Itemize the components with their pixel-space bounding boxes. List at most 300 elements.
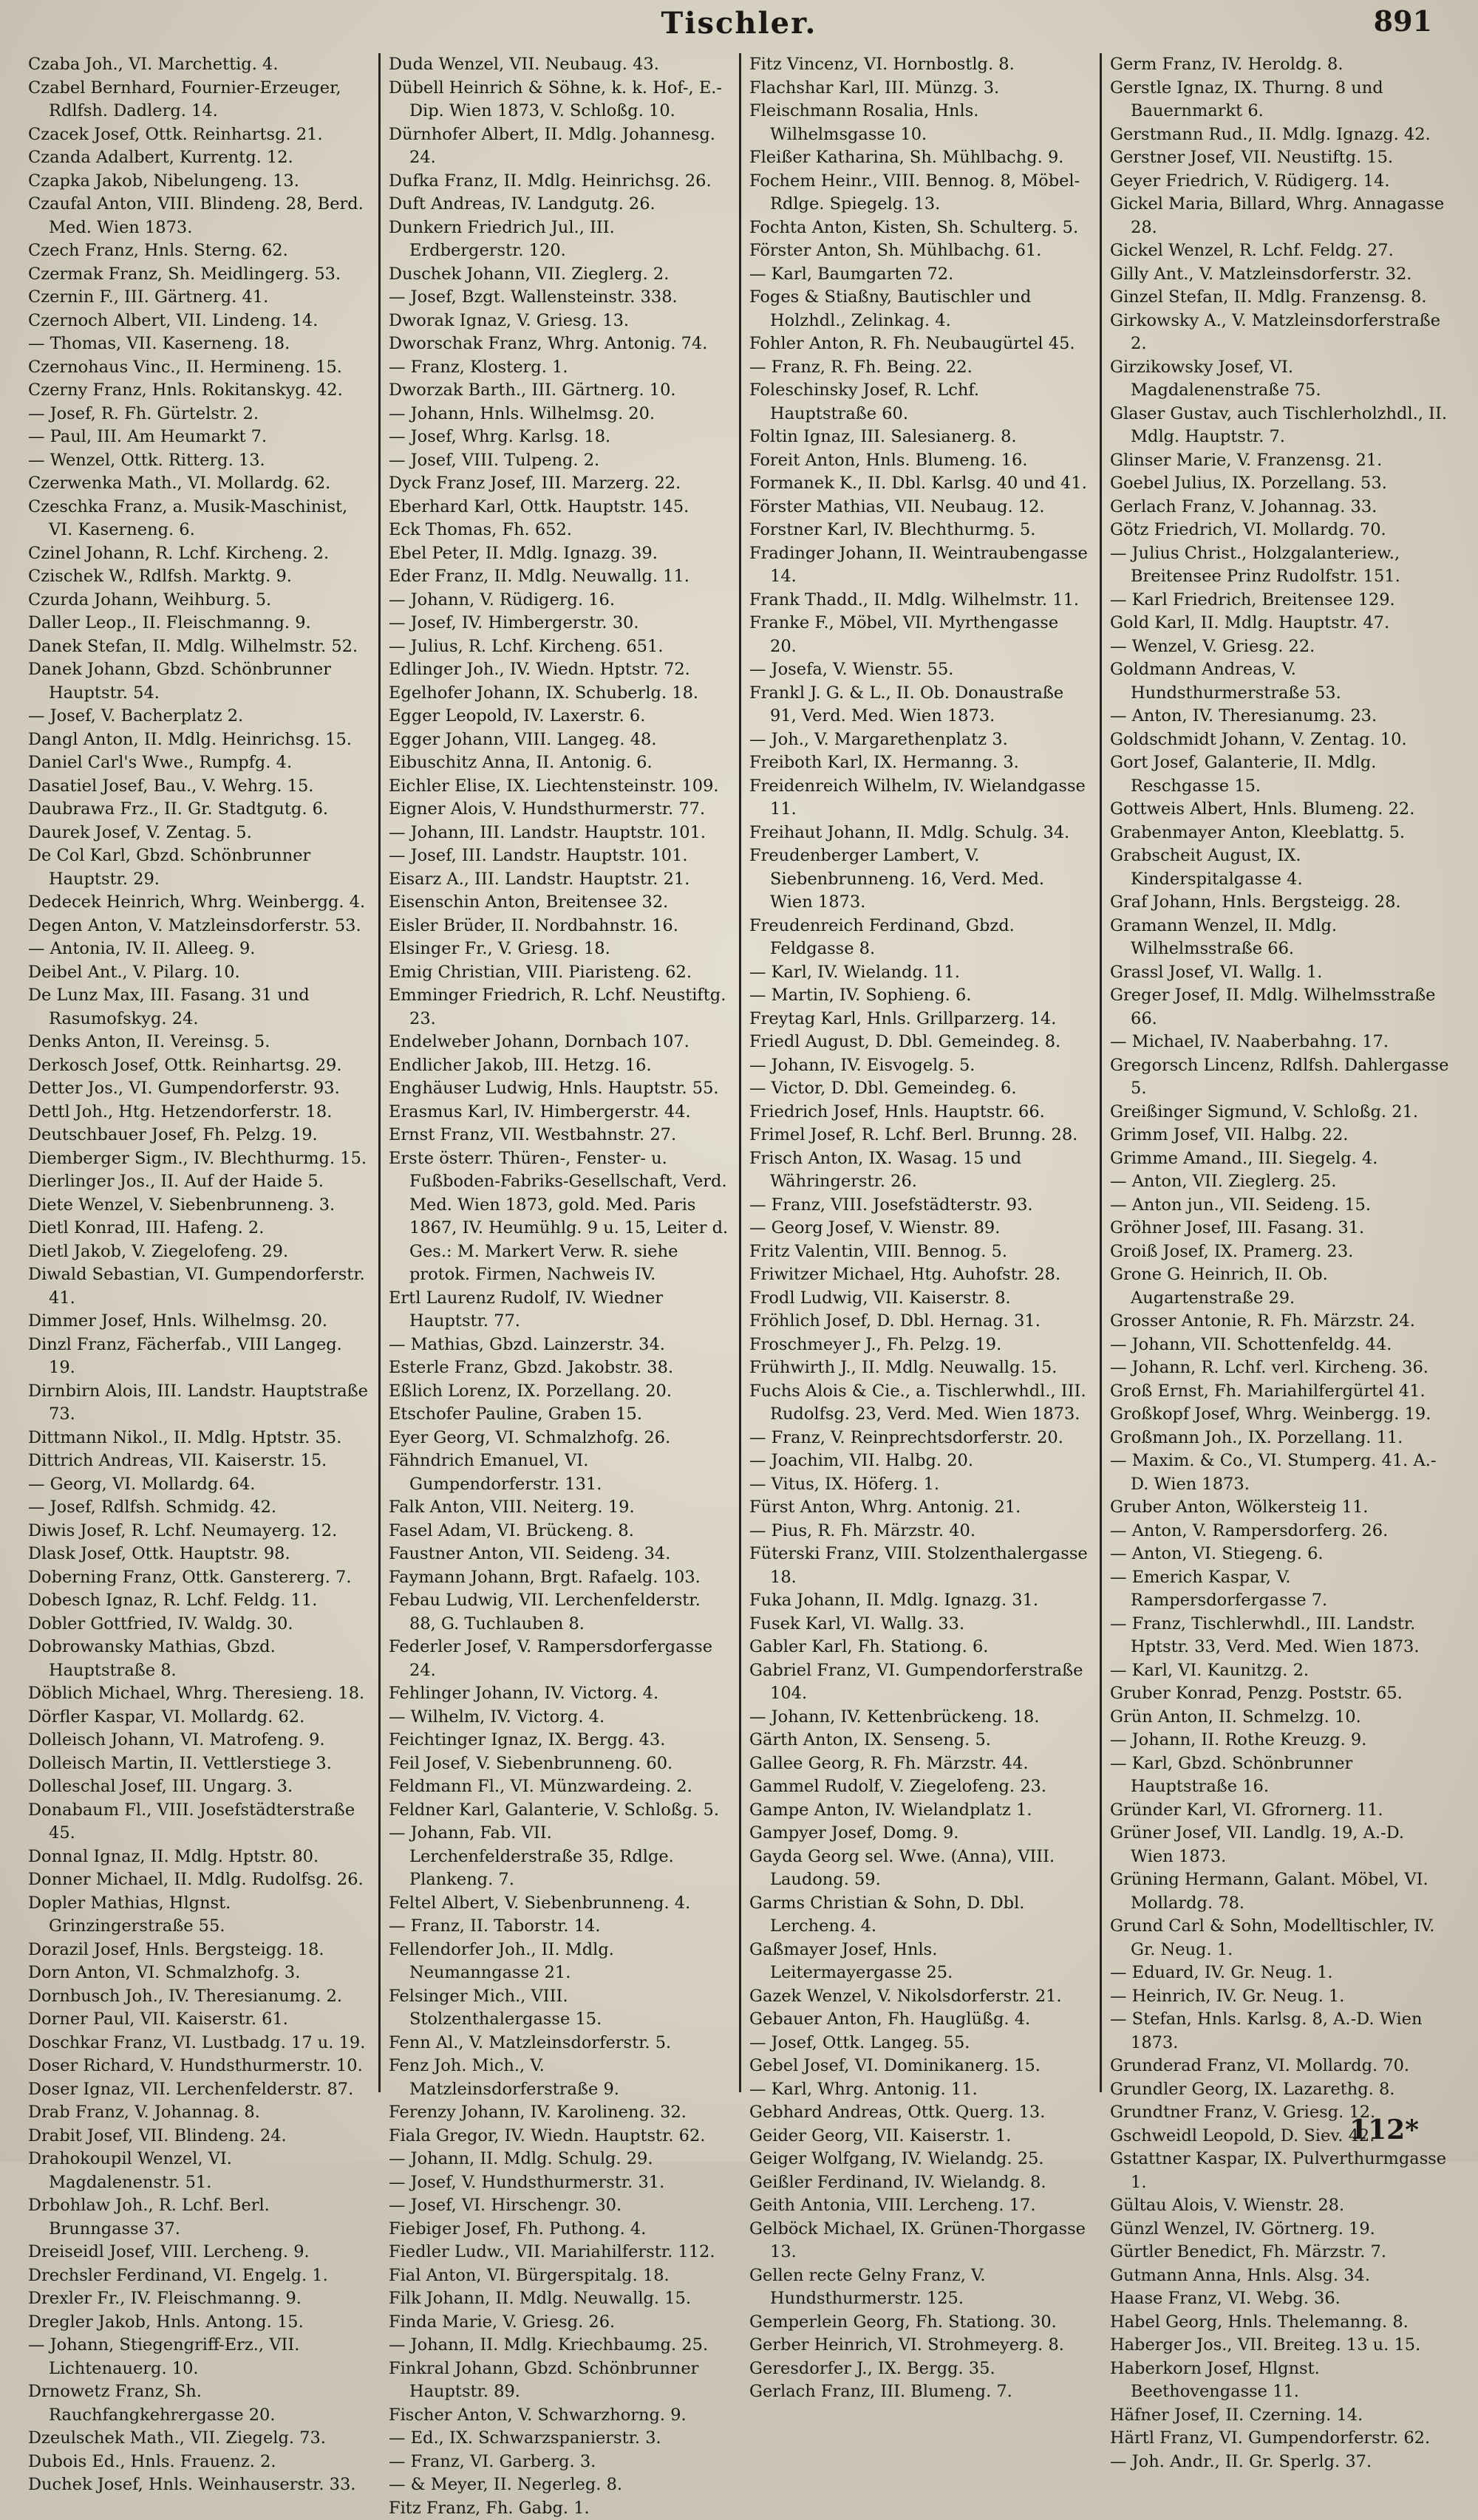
directory-entry: Grunderad Franz, VI. Mollardg. 70.: [1110, 2055, 1450, 2078]
directory-entry: — Franz, II. Taborstr. 14.: [389, 1915, 729, 1939]
directory-entry: Gruber Anton, Wölkersteig 11.: [1110, 1496, 1450, 1520]
directory-entry: Faustner Anton, VII. Seideng. 34.: [389, 1543, 729, 1566]
directory-entry: Fradinger Johann, II. Weintraubengasse 14.: [749, 542, 1089, 589]
directory-entry: Donabaum Fl., VIII. Josefstädterstraße 45.: [28, 1799, 368, 1845]
directory-entry: Gickel Wenzel, R. Lchf. Feldg. 27.: [1110, 239, 1450, 263]
directory-entry: — Julius Christ., Holzgalanteriew., Breitensee Prinz Rudolfstr. 151.: [1110, 542, 1450, 589]
directory-entry: Förster Anton, Sh. Mühlbachg. 61.: [749, 239, 1089, 263]
page-title: Tischler.: [0, 6, 1478, 41]
entry-list: [28, 53, 368, 2497]
directory-entry: Geißler Ferdinand, IV. Wielandg. 8.: [749, 2171, 1089, 2195]
directory-entry: Doser Ignaz, VII. Lerchenfelderstr. 87.: [28, 2078, 368, 2102]
directory-entry: Gürtler Benedict, Fh. Märzstr. 7.: [1110, 2241, 1450, 2264]
directory-entry: Grundtner Franz, V. Griesg. 12.: [1110, 2101, 1450, 2125]
directory-entry: Häfner Josef, II. Czerning. 14.: [1110, 2404, 1450, 2428]
directory-entry: Gramann Wenzel, II. Mdlg. Wilhelmsstraße 66.: [1110, 915, 1450, 961]
directory-entry: Daniel Carl's Wwe., Rumpfg. 4.: [28, 751, 368, 775]
directory-entry: — Georg, VI. Mollardg. 64.: [28, 1473, 368, 1497]
directory-entry: Gebel Josef, VI. Dominikanerg. 15.: [749, 2055, 1089, 2078]
directory-entry: Döblich Michael, Whrg. Theresieng. 18.: [28, 1682, 368, 1706]
directory-entry: Haberkorn Josef, Hlgnst. Beethovengasse 11.: [1110, 2357, 1450, 2404]
directory-entry: Gallee Georg, R. Fh. Märzstr. 44.: [749, 1752, 1089, 1776]
directory-entry: Dopler Mathias, Hlgnst. Grinzingerstraße 55.: [28, 1892, 368, 1939]
directory-entry: Grone G. Heinrich, II. Ob. Augartenstraße 29.: [1110, 1263, 1450, 1310]
directory-entry: Gutmann Anna, Hnls. Alsg. 34.: [1110, 2264, 1450, 2288]
directory-entry: Dettl Joh., Htg. Hetzendorferstr. 18.: [28, 1101, 368, 1124]
directory-entry: — Johann, II. Mdlg. Kriechbaumg. 25.: [389, 2334, 729, 2357]
directory-entry: Diwis Josef, R. Lchf. Neumayerg. 12.: [28, 1520, 368, 1543]
directory-entry: Freiboth Karl, IX. Hermanng. 3.: [749, 751, 1089, 775]
directory-entry: Gazek Wenzel, V. Nikolsdorferstr. 21.: [749, 1985, 1089, 2009]
directory-entry: Duda Wenzel, VII. Neubaug. 43.: [389, 53, 729, 77]
directory-entry: Formanek K., II. Dbl. Karlsg. 40 und 41.: [749, 472, 1089, 496]
directory-entry: Czaufal Anton, VIII. Blindeng. 28, Berd. Med. Wien 1873.: [28, 193, 368, 239]
directory-entry: — Josef, VI. Hirschengr. 30.: [389, 2194, 729, 2218]
directory-entry: — Pius, R. Fh. Märzstr. 40.: [749, 1520, 1089, 1543]
directory-entry: Daller Leop., II. Fleischmanng. 9.: [28, 612, 368, 635]
directory-entry: Goldschmidt Johann, V. Zentag. 10.: [1110, 728, 1450, 752]
directory-entry: Duschek Johann, VII. Zieglerg. 2.: [389, 263, 729, 287]
directory-entry: Fröhlich Josef, D. Dbl. Hernag. 31.: [749, 1310, 1089, 1334]
directory-entry: Diemberger Sigm., IV. Blechthurmg. 15.: [28, 1147, 368, 1171]
directory-entry: — Joh. Andr., II. Gr. Sperlg. 37.: [1110, 2451, 1450, 2474]
directory-entry: Elsinger Fr., V. Griesg. 18.: [389, 938, 729, 961]
page-header: [0, 0, 1478, 52]
directory-entry: — Karl, IV. Wielandg. 11.: [749, 961, 1089, 985]
directory-entry: Donnal Ignaz, II. Mdlg. Hptstr. 80.: [28, 1845, 368, 1869]
directory-entry: Czeschka Franz, a. Musik-Maschinist, VI. Kaserneng. 6.: [28, 496, 368, 542]
directory-entry: Groiß Josef, IX. Pramerg. 23.: [1110, 1240, 1450, 1264]
directory-entry: — Anton, V. Rampersdorferg. 26.: [1110, 1520, 1450, 1543]
directory-entry: Eck Thomas, Fh. 652.: [389, 519, 729, 542]
directory-entry: Dzeulschek Math., VII. Ziegelg. 73.: [28, 2427, 368, 2451]
directory-entry: Greißinger Sigmund, V. Schloßg. 21.: [1110, 1101, 1450, 1124]
directory-entry: Czernoch Albert, VII. Lindeng. 14.: [28, 310, 368, 333]
directory-entry: Fochta Anton, Kisten, Sh. Schulterg. 5.: [749, 216, 1089, 240]
directory-entry: Gellen recte Gelny Franz, V. Hundsthurmerstr. 125.: [749, 2264, 1089, 2311]
directory-entry: Ginzel Stefan, II. Mdlg. Franzensg. 8.: [1110, 286, 1450, 310]
directory-entry: — Johann, Stiegengriff-Erz., VII. Lichtenauerg. 10.: [28, 2334, 368, 2380]
directory-entry: Czerwenka Math., VI. Mollardg. 62.: [28, 472, 368, 496]
directory-entry: — Josef, VIII. Tulpeng. 2.: [389, 449, 729, 473]
directory-entry: Dedecek Heinrich, Whrg. Weinbergg. 4.: [28, 891, 368, 915]
directory-entry: Fritz Valentin, VIII. Bennog. 5.: [749, 1240, 1089, 1264]
directory-entry: Esterle Franz, Gbzd. Jakobstr. 38.: [389, 1356, 729, 1380]
directory-entry: — Paul, III. Am Heumarkt 7.: [28, 426, 368, 449]
directory-entry: Foreit Anton, Hnls. Blumeng. 16.: [749, 449, 1089, 473]
directory-entry: Drechsler Ferdinand, VI. Engelg. 1.: [28, 2264, 368, 2288]
directory-entry: — Johann, III. Landstr. Hauptstr. 101.: [389, 822, 729, 845]
directory-entry: — Josef, Ottk. Langeg. 55.: [749, 2032, 1089, 2055]
directory-entry: Garms Christian & Sohn, D. Dbl. Lercheng. 4.: [749, 1892, 1089, 1939]
directory-entry: Czurda Johann, Weihburg. 5.: [28, 589, 368, 612]
directory-entry: Grüning Hermann, Galant. Möbel, VI. Mollardg. 78.: [1110, 1868, 1450, 1915]
directory-entry: Gschweidl Leopold, D. Siev. 42.: [1110, 2125, 1450, 2148]
directory-entry: Frank Thadd., II. Mdlg. Wilhelmstr. 11.: [749, 589, 1089, 612]
directory-entry: Frankl J. G. & L., II. Ob. Donaustraße 91, Verd. Med. Wien 1873.: [749, 682, 1089, 728]
directory-entry: — Anton, VI. Stiegeng. 6.: [1110, 1543, 1450, 1566]
directory-entry: — Franz, Klosterg. 1.: [389, 356, 729, 380]
directory-entry: Fusek Karl, VI. Wallg. 33.: [749, 1613, 1089, 1636]
directory-entry: Frisch Anton, IX. Wasag. 15 und Währingerstr. 26.: [749, 1147, 1089, 1194]
directory-entry: Ernst Franz, VII. Westbahnstr. 27.: [389, 1124, 729, 1147]
directory-entry: Germ Franz, IV. Heroldg. 8.: [1110, 53, 1450, 77]
directory-entry: Franke F., Möbel, VII. Myrthengasse 20.: [749, 612, 1089, 658]
directory-entry: Dorn Anton, VI. Schmalzhofg. 3.: [28, 1961, 368, 1985]
directory-entry: Gruber Konrad, Penzg. Poststr. 65.: [1110, 1682, 1450, 1706]
directory-entry: Friedrich Josef, Hnls. Hauptstr. 66.: [749, 1101, 1089, 1124]
directory-entry: Gammel Rudolf, V. Ziegelofeng. 23.: [749, 1775, 1089, 1799]
directory-entry: Forstner Karl, IV. Blechthurmg. 5.: [749, 519, 1089, 542]
directory-entry: Diwald Sebastian, VI. Gumpendorferstr. 41.: [28, 1263, 368, 1310]
directory-entry: Freihaut Johann, II. Mdlg. Schulg. 34.: [749, 822, 1089, 845]
directory-entry: Eyer Georg, VI. Schmalzhofg. 26.: [389, 1427, 729, 1450]
directory-entry: Gröhner Josef, III. Fasang. 31.: [1110, 1217, 1450, 1240]
directory-entry: Doser Richard, V. Hundsthurmerstr. 10.: [28, 2055, 368, 2078]
directory-entry: Fiedler Ludw., VII. Mariahilferstr. 112.: [389, 2241, 729, 2264]
directory-entry: Czech Franz, Hnls. Sterng. 62.: [28, 239, 368, 263]
directory-entry: — Josef, III. Landstr. Hauptstr. 101.: [389, 844, 729, 868]
directory-entry: — Mathias, Gbzd. Lainzerstr. 34.: [389, 1334, 729, 1357]
directory-entry: Frodl Ludwig, VII. Kaiserstr. 8.: [749, 1287, 1089, 1311]
directory-entry: — Michael, IV. Naaberbahng. 17.: [1110, 1031, 1450, 1054]
directory-entry: Dubois Ed., Hnls. Frauenz. 2.: [28, 2451, 368, 2474]
directory-entry: Grabenmayer Anton, Kleeblattg. 5.: [1110, 822, 1450, 845]
directory-entry: Feil Josef, V. Siebenbrunneng. 60.: [389, 1752, 729, 1776]
directory-entry: Gickel Maria, Billard, Whrg. Annagasse 28.: [1110, 193, 1450, 239]
directory-entry: Gstattner Kaspar, IX. Pulverthurmgasse 1.: [1110, 2148, 1450, 2194]
directory-entry: Fähndrich Emanuel, VI. Gumpendorferstr. 131.: [389, 1449, 729, 1496]
directory-entry: Haase Franz, VI. Webg. 36.: [1110, 2287, 1450, 2311]
directory-entry: Dürnhofer Albert, II. Mdlg. Johannesg. 24.: [389, 123, 729, 170]
directory-entry: Graf Johann, Hnls. Bergsteigg. 28.: [1110, 891, 1450, 915]
directory-entry: Drabit Josef, VII. Blindeng. 24.: [28, 2125, 368, 2148]
directory-entry: — Johann, Fab. VII. Lerchenfelderstraße 35, Rdlge. Plankeng. 7.: [389, 1822, 729, 1892]
directory-entry: — Josef, Rdlfsh. Schmidg. 42.: [28, 1496, 368, 1520]
entry-list: [749, 53, 1089, 2404]
directory-entry: Danek Johann, Gbzd. Schönbrunner Hauptstr. 54.: [28, 658, 368, 705]
directory-entry: — Georg Josef, V. Wienstr. 89.: [749, 1217, 1089, 1240]
directory-entry: Dimmer Josef, Hnls. Wilhelmsg. 20.: [28, 1310, 368, 1334]
directory-entry: Egger Johann, VIII. Langeg. 48.: [389, 728, 729, 752]
directory-entry: Grabscheit August, IX. Kinderspitalgasse 4.: [1110, 844, 1450, 891]
directory-entry: Gampe Anton, IV. Wielandplatz 1.: [749, 1799, 1089, 1823]
directory-entry: Drnowetz Franz, Sh. Rauchfangkehrergasse 20.: [28, 2380, 368, 2427]
directory-entry: Gabriel Franz, VI. Gumpendorferstraße 104.: [749, 1659, 1089, 1706]
directory-entry: Füterski Franz, VIII. Stolzenthalergasse 18.: [749, 1543, 1089, 1589]
directory-entry: Gemperlein Georg, Fh. Stationg. 30.: [749, 2311, 1089, 2335]
directory-entry: Grün Anton, II. Schmelzg. 10.: [1110, 1706, 1450, 1729]
directory-entry: Fuchs Alois & Cie., a. Tischlerwhdl., III. Rudolfsg. 23, Verd. Med. Wien 1873.: [749, 1380, 1089, 1427]
directory-entry: — Johann, Hnls. Wilhelmsg. 20.: [389, 403, 729, 426]
directory-entry: Czischek W., Rdlfsh. Marktg. 9.: [28, 565, 368, 589]
directory-entry: Gabler Karl, Fh. Stationg. 6.: [749, 1636, 1089, 1659]
directory-entry: Gebhard Andreas, Ottk. Querg. 13.: [749, 2101, 1089, 2125]
directory-entry: Eberhard Karl, Ottk. Hauptstr. 145.: [389, 496, 729, 519]
directory-entry: — Johann, IV. Eisvogelg. 5.: [749, 1054, 1089, 1078]
directory-entry: Greger Josef, II. Mdlg. Wilhelmsstraße 66.: [1110, 984, 1450, 1031]
directory-entry: Dobesch Ignaz, R. Lchf. Feldg. 11.: [28, 1589, 368, 1613]
directory-entry: Dorner Paul, VII. Kaiserstr. 61.: [28, 2008, 368, 2032]
directory-entry: Drbohlaw Joh., R. Lchf. Berl. Brunngasse 37.: [28, 2194, 368, 2241]
directory-entry: — Stefan, Hnls. Karlsg. 8, A.-D. Wien 1873.: [1110, 2008, 1450, 2055]
directory-entry: Fiebiger Josef, Fh. Puthong. 4.: [389, 2218, 729, 2241]
directory-entry: — Joh., V. Margarethenplatz 3.: [749, 728, 1089, 752]
directory-entry: Gerstmann Rud., II. Mdlg. Ignazg. 42.: [1110, 123, 1450, 147]
directory-entry: — Karl, Baumgarten 72.: [749, 263, 1089, 287]
directory-entry: — Maxim. & Co., VI. Stumperg. 41. A.-D. Wien 1873.: [1110, 1449, 1450, 1496]
directory-entry: Dolleisch Martin, II. Vettlerstiege 3.: [28, 1752, 368, 1776]
directory-entry: Ferenzy Johann, IV. Karolineng. 32.: [389, 2101, 729, 2125]
directory-entry: Dobrowansky Mathias, Gbzd. Hauptstraße 8.: [28, 1636, 368, 1682]
directory-entry: Czaba Joh., VI. Marchettig. 4.: [28, 53, 368, 77]
directory-entry: — Franz, Tischlerwhdl., III. Landstr. Hptstr. 33, Verd. Med. Wien 1873.: [1110, 1613, 1450, 1659]
directory-entry: Czernohaus Vinc., II. Hermineng. 15.: [28, 356, 368, 380]
directory-entry: Ertl Laurenz Rudolf, IV. Wiedner Hauptstr. 77.: [389, 1287, 729, 1334]
directory-entry: Egger Leopold, IV. Laxerstr. 6.: [389, 705, 729, 728]
directory-entry: Egelhofer Johann, IX. Schuberlg. 18.: [389, 682, 729, 706]
directory-entry: Freytag Karl, Hnls. Grillparzerg. 14.: [749, 1008, 1089, 1031]
directory-entry: Gebauer Anton, Fh. Hauglüßg. 4.: [749, 2008, 1089, 2032]
directory-entry: — Franz, R. Fh. Being. 22.: [749, 356, 1089, 380]
directory-entry: Goebel Julius, IX. Porzellang. 53.: [1110, 472, 1450, 496]
directory-entry: Daurek Josef, V. Zentag. 5.: [28, 822, 368, 845]
directory-entry: — Franz, VI. Garberg. 3.: [389, 2451, 729, 2474]
directory-entry: — Julius, R. Lchf. Kircheng. 651.: [389, 635, 729, 659]
directory-entry: Dufka Franz, II. Mdlg. Heinrichsg. 26.: [389, 170, 729, 194]
directory-entry: — Karl, Gbzd. Schönbrunner Hauptstraße 16.: [1110, 1752, 1450, 1799]
directory-entry: De Col Karl, Gbzd. Schönbrunner Hauptstr. 29.: [28, 844, 368, 891]
directory-entry: Deibel Ant., V. Pilarg. 10.: [28, 961, 368, 985]
directory-entry: Enghäuser Ludwig, Hnls. Hauptstr. 55.: [389, 1077, 729, 1101]
directory-entry: Fellendorfer Joh., II. Mdlg. Neumanngasse 21.: [389, 1939, 729, 1985]
directory-entry: Fiala Gregor, IV. Wiedn. Hauptstr. 62.: [389, 2125, 729, 2148]
directory-entry: Eisler Brüder, II. Nordbahnstr. 16.: [389, 915, 729, 938]
directory-entry: Gründer Karl, VI. Gfrornerg. 11.: [1110, 1799, 1450, 1823]
directory-entry: Gilly Ant., V. Matzleinsdorferstr. 32.: [1110, 263, 1450, 287]
directory-entry: Flachshar Karl, III. Münzg. 3.: [749, 77, 1089, 100]
directory-entry: Frühwirth J., II. Mdlg. Neuwallg. 15.: [749, 1356, 1089, 1380]
directory-entry: Fenz Joh. Mich., V. Matzleinsdorferstraße 9.: [389, 2055, 729, 2101]
directory-entry: Dunkern Friedrich Jul., III. Erdbergerstr. 120.: [389, 216, 729, 263]
directory-entry: Grimm Josef, VII. Halbg. 22.: [1110, 1124, 1450, 1147]
directory-entry: Dworzak Barth., III. Gärtnerg. 10.: [389, 379, 729, 403]
directory-entry: Czapka Jakob, Nibelungeng. 13.: [28, 170, 368, 194]
directory-entry: Dasatiel Josef, Bau., V. Wehrg. 15.: [28, 775, 368, 799]
directory-entry: Gerlach Franz, III. Blumeng. 7.: [749, 2380, 1089, 2404]
directory-entry: Donner Michael, II. Mdlg. Rudolfsg. 26.: [28, 1868, 368, 1892]
directory-entry: Gampyer Josef, Domg. 9.: [749, 1822, 1089, 1845]
directory-entry: Dobler Gottfried, IV. Waldg. 30.: [28, 1613, 368, 1636]
directory-entry: Dörfler Kaspar, VI. Mollardg. 62.: [28, 1706, 368, 1729]
directory-entry: Czerny Franz, Hnls. Rokitanskyg. 42.: [28, 379, 368, 403]
directory-entry: Froschmeyer J., Fh. Pelzg. 19.: [749, 1334, 1089, 1357]
directory-entry: Foges & Stiaßny, Bautischler und Holzhdl., Zelinkag. 4.: [749, 286, 1089, 332]
directory-entry: — Josef, R. Fh. Gürtelstr. 2.: [28, 403, 368, 426]
directory-entry: Felsinger Mich., VIII. Stolzenthalergasse 15.: [389, 1985, 729, 2032]
directory-entry: — Johann, IV. Kettenbrückeng. 18.: [749, 1706, 1089, 1729]
directory-entry: Drahokoupil Wenzel, VI. Magdalenenstr. 51.: [28, 2148, 368, 2194]
directory-entry: — Eduard, IV. Gr. Neug. 1.: [1110, 1961, 1450, 1985]
directory-entry: Grundler Georg, IX. Lazarethg. 8.: [1110, 2078, 1450, 2102]
directory-entry: Gold Karl, II. Mdlg. Hauptstr. 47.: [1110, 612, 1450, 635]
directory-entry: Czinel Johann, R. Lchf. Kircheng. 2.: [28, 542, 368, 566]
directory-entry: Fleischmann Rosalia, Hnls. Wilhelmsgasse 10.: [749, 100, 1089, 146]
directory-entry: Dinzl Franz, Fächerfab., VIII Langeg. 19.: [28, 1334, 368, 1380]
directory-entry: Emminger Friedrich, R. Lchf. Neustiftg. 23.: [389, 984, 729, 1031]
directory-entry: Filk Johann, II. Mdlg. Neuwallg. 15.: [389, 2287, 729, 2311]
directory-entry: Detter Jos., VI. Gumpendorferstr. 93.: [28, 1077, 368, 1101]
directory-entry: Eisenschin Anton, Breitensee 32.: [389, 891, 729, 915]
directory-entry: — Vitus, IX. Höferg. 1.: [749, 1473, 1089, 1497]
signature-mark: 112*: [1349, 2114, 1419, 2145]
directory-entry: — Karl Friedrich, Breitensee 129.: [1110, 589, 1450, 612]
entry-columns: [21, 53, 1462, 2092]
directory-entry: Doberning Franz, Ottk. Ganstererg. 7.: [28, 1566, 368, 1590]
directory-entry: Czanda Adalbert, Kurrentg. 12.: [28, 146, 368, 170]
entry-column-1: [21, 53, 374, 2092]
directory-entry: Girzikowsky Josef, VI. Magdalenenstraße 75.: [1110, 356, 1450, 403]
directory-entry: — Josefa, V. Wienstr. 55.: [749, 658, 1089, 682]
directory-entry: Frimel Josef, R. Lchf. Berl. Brunng. 28.: [749, 1124, 1089, 1147]
directory-entry: Fial Anton, VI. Bürgerspitalg. 18.: [389, 2264, 729, 2288]
directory-entry: — Thomas, VII. Kaserneng. 18.: [28, 332, 368, 356]
directory-entry: — Josef, IV. Himbergerstr. 30.: [389, 612, 729, 635]
directory-entry: Feichtinger Ignaz, IX. Bergg. 43.: [389, 1729, 729, 1752]
directory-entry: — Wilhelm, IV. Victorg. 4.: [389, 1706, 729, 1729]
directory-entry: Gerber Heinrich, VI. Strohmeyerg. 8.: [749, 2334, 1089, 2357]
directory-entry: Diete Wenzel, V. Siebenbrunneng. 3.: [28, 1194, 368, 1218]
entry-column-4: [1103, 53, 1456, 2092]
directory-entry: De Lunz Max, III. Fasang. 31 und Rasumofskyg. 24.: [28, 984, 368, 1031]
directory-entry: Deutschbauer Josef, Fh. Pelzg. 19.: [28, 1124, 368, 1147]
directory-entry: Fohler Anton, R. Fh. Neubaugürtel 45.: [749, 332, 1089, 356]
directory-entry: Fischer Anton, V. Schwarzhorng. 9.: [389, 2404, 729, 2428]
directory-entry: Faymann Johann, Brgt. Rafaelg. 103.: [389, 1566, 729, 1590]
directory-entry: Glinser Marie, V. Franzensg. 21.: [1110, 449, 1450, 473]
directory-entry: — Emerich Kaspar, V. Rampersdorfergasse 7.: [1110, 1566, 1450, 1613]
directory-entry: Eichler Elise, IX. Liechtensteinstr. 109.: [389, 775, 729, 799]
directory-entry: — Martin, IV. Sophieng. 6.: [749, 984, 1089, 1008]
directory-entry: Freidenreich Wilhelm, IV. Wielandgasse 11.: [749, 775, 1089, 822]
directory-entry: — Franz, VIII. Josefstädterstr. 93.: [749, 1194, 1089, 1218]
directory-entry: Großkopf Josef, Whrg. Weinbergg. 19.: [1110, 1403, 1450, 1427]
directory-entry: Czermak Franz, Sh. Meidlingerg. 53.: [28, 263, 368, 287]
directory-entry: — Johann, V. Rüdigerg. 16.: [389, 589, 729, 612]
directory-entry: Drab Franz, V. Johannag. 8.: [28, 2101, 368, 2125]
directory-entry: Dirnbirn Alois, III. Landstr. Hauptstraße 73.: [28, 1380, 368, 1427]
directory-entry: Dietl Jakob, V. Ziegelofeng. 29.: [28, 1240, 368, 1264]
directory-entry: Gayda Georg sel. Wwe. (Anna), VIII. Laudong. 59.: [749, 1845, 1089, 1892]
directory-entry: Grund Carl & Sohn, Modelltischler, IV. Gr. Neug. 1.: [1110, 1915, 1450, 1961]
directory-entry: Derkosch Josef, Ottk. Reinhartsg. 29.: [28, 1054, 368, 1078]
directory-entry: Gerstner Josef, VII. Neustiftg. 15.: [1110, 146, 1450, 170]
directory-entry: Goldmann Andreas, V. Hundsthurmerstraße 53.: [1110, 658, 1450, 705]
directory-entry: Dolleschal Josef, III. Ungarg. 3.: [28, 1775, 368, 1799]
directory-entry: Groß Ernst, Fh. Mariahilfergürtel 41.: [1110, 1380, 1450, 1404]
directory-entry: Fuka Johann, II. Mdlg. Ignazg. 31.: [749, 1589, 1089, 1613]
directory-entry: Haberger Jos., VII. Breiteg. 13 u. 15.: [1110, 2334, 1450, 2357]
entry-list: [389, 53, 729, 2520]
directory-entry: — Josef, Whrg. Karlsg. 18.: [389, 426, 729, 449]
directory-entry: Freudenreich Ferdinand, Gbzd. Feldgasse 8.: [749, 915, 1089, 961]
directory-entry: Geiger Wolfgang, IV. Wielandg. 25.: [749, 2148, 1089, 2171]
directory-entry: Dornbusch Joh., IV. Theresianumg. 2.: [28, 1985, 368, 2009]
directory-entry: Grimme Amand., III. Siegelg. 4.: [1110, 1147, 1450, 1171]
directory-entry: Gärth Anton, IX. Senseng. 5.: [749, 1729, 1089, 1752]
directory-entry: Dittrich Andreas, VII. Kaiserstr. 15.: [28, 1449, 368, 1473]
directory-entry: Dlask Josef, Ottk. Hauptstr. 98.: [28, 1543, 368, 1566]
directory-entry: Fehlinger Johann, IV. Victorg. 4.: [389, 1682, 729, 1706]
directory-entry: Dworschak Franz, Whrg. Antonig. 74.: [389, 332, 729, 356]
directory-entry: Emig Christian, VIII. Piaristeng. 62.: [389, 961, 729, 985]
directory-entry: Doschkar Franz, VI. Lustbadg. 17 u. 19.: [28, 2032, 368, 2055]
directory-entry: Febau Ludwig, VII. Lerchenfelderstr. 88, G. Tuchlauben 8.: [389, 1589, 729, 1636]
directory-entry: — Karl, VI. Kaunitzg. 2.: [1110, 1659, 1450, 1683]
directory-entry: Eibuschitz Anna, II. Antonig. 6.: [389, 751, 729, 775]
directory-entry: Finda Marie, V. Griesg. 26.: [389, 2311, 729, 2335]
directory-entry: Endlicher Jakob, III. Hetzg. 16.: [389, 1054, 729, 1078]
directory-entry: Fitz Vincenz, VI. Hornbostlg. 8.: [749, 53, 1089, 77]
directory-entry: Dreiseidl Josef, VIII. Lercheng. 9.: [28, 2241, 368, 2264]
directory-entry: Dierlinger Jos., II. Auf der Haide 5.: [28, 1170, 368, 1194]
directory-entry: — Franz, V. Reinprechtsdorferstr. 20.: [749, 1427, 1089, 1450]
directory-entry: Dittmann Nikol., II. Mdlg. Hptstr. 35.: [28, 1427, 368, 1450]
directory-entry: Fleißer Katharina, Sh. Mühlbachg. 9.: [749, 146, 1089, 170]
directory-entry: Habel Georg, Hnls. Thelemanng. 8.: [1110, 2311, 1450, 2335]
directory-entry: Duchek Josef, Hnls. Weinhauserstr. 33.: [28, 2473, 368, 2497]
directory-entry: Grüner Josef, VII. Landlg. 19, A.-D. Wien 1873.: [1110, 1822, 1450, 1868]
page-number: 891: [1374, 4, 1432, 38]
directory-entry: — Wenzel, V. Griesg. 22.: [1110, 635, 1450, 659]
directory-entry: Duft Andreas, IV. Landgutg. 26.: [389, 193, 729, 216]
directory-entry: Förster Mathias, VII. Neubaug. 12.: [749, 496, 1089, 519]
directory-entry: — Josef, Bzgt. Wallensteinstr. 338.: [389, 286, 729, 310]
directory-entry: Günzl Wenzel, IV. Görtnerg. 19.: [1110, 2218, 1450, 2241]
directory-entry: Glaser Gustav, auch Tischlerholzhdl., II. Mdlg. Hauptstr. 7.: [1110, 403, 1450, 449]
directory-entry: Großmann Joh., IX. Porzellang. 11.: [1110, 1427, 1450, 1450]
directory-entry: Ebel Peter, II. Mdlg. Ignazg. 39.: [389, 542, 729, 566]
directory-entry: Denks Anton, II. Vereinsg. 5.: [28, 1031, 368, 1054]
directory-entry: — Karl, Whrg. Antonig. 11.: [749, 2078, 1089, 2102]
entry-column-2: [381, 53, 735, 2092]
directory-entry: Girkowsky A., V. Matzleinsdorferstraße 2.: [1110, 310, 1450, 356]
directory-entry: Federler Josef, V. Rampersdorfergasse 24.: [389, 1636, 729, 1682]
directory-entry: — Victor, D. Dbl. Gemeindeg. 6.: [749, 1077, 1089, 1101]
directory-entry: Gerlach Franz, V. Johannag. 33.: [1110, 496, 1450, 519]
directory-entry: Czacek Josef, Ottk. Reinhartsg. 21.: [28, 123, 368, 147]
directory-entry: Eßlich Lorenz, IX. Porzellang. 20.: [389, 1380, 729, 1404]
directory-entry: Gaßmayer Josef, Hnls. Leitermayergasse 25.: [749, 1939, 1089, 1985]
directory-entry: Drexler Fr., IV. Fleischmanng. 9.: [28, 2287, 368, 2311]
directory-entry: — & Meyer, II. Negerleg. 8.: [389, 2473, 729, 2497]
directory-entry: Czabel Bernhard, Fournier-Erzeuger, Rdlfsh. Dadlerg. 14.: [28, 77, 368, 123]
directory-entry: — Anton jun., VII. Seideng. 15.: [1110, 1194, 1450, 1218]
directory-entry: Dorazil Josef, Hnls. Bergsteigg. 18.: [28, 1939, 368, 1962]
directory-entry: — Johann, II. Mdlg. Schulg. 29.: [389, 2148, 729, 2171]
directory-entry: Friedl August, D. Dbl. Gemeindeg. 8.: [749, 1031, 1089, 1054]
directory-entry: Dregler Jakob, Hnls. Antong. 15.: [28, 2311, 368, 2335]
directory-entry: Gültau Alois, V. Wienstr. 28.: [1110, 2194, 1450, 2218]
directory-entry: — Josef, V. Bacherplatz 2.: [28, 705, 368, 728]
directory-entry: Gelböck Michael, IX. Grünen-Thorgasse 13.: [749, 2218, 1089, 2264]
entry-column-3: [742, 53, 1095, 2092]
directory-entry: Geyer Friedrich, V. Rüdigerg. 14.: [1110, 170, 1450, 194]
directory-entry: Götz Friedrich, VI. Mollardg. 70.: [1110, 519, 1450, 542]
directory-entry: Dyck Franz Josef, III. Marzerg. 22.: [389, 472, 729, 496]
directory-entry: — Johann, II. Rothe Kreuzg. 9.: [1110, 1729, 1450, 1752]
directory-entry: Feltel Albert, V. Siebenbrunneng. 4.: [389, 1892, 729, 1916]
